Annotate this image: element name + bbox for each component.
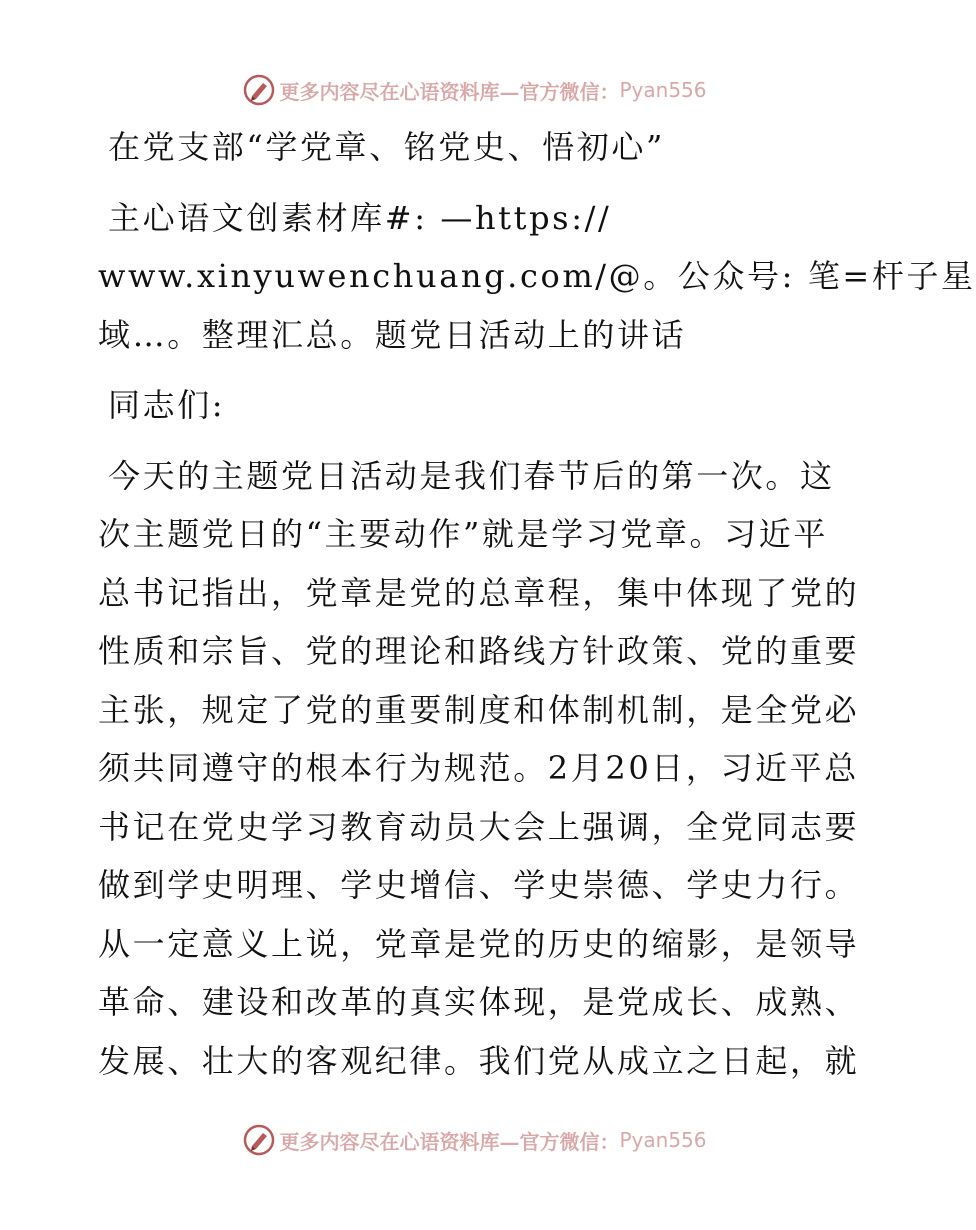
document-title: 在党支部“学党章、铭党史、悟初心” [108,128,665,166]
body-line: 须共同遵守的根本行为规范。2月20日，习近平总 [98,749,859,787]
banner-text: 更多内容尽在心语资料库—官方微信： [279,1129,620,1154]
body-line: 今天的主题党日活动是我们春节后的第一次。这 [108,456,835,495]
source-line-1: 主心语文创素材库#: —https:// [108,198,612,237]
header-watermark-banner [0,70,950,110]
source-line-2: www.xinyuwenchuang.com/@。公众号: 笔=杆子星 [98,257,976,295]
body-line: 从一定意义上说，党章是党的历史的缩影，是领导 [98,924,860,963]
banner-wechat-id: Pyan556 [619,78,707,102]
footer-watermark-banner [0,1120,950,1160]
body-line: 主张，规定了党的重要制度和体制机制，是全党必 [98,690,860,729]
body-line: 总书记指出，党章是党的总章程，集中体现了党的 [98,573,860,612]
banner-text: 更多内容尽在心语资料库—官方微信： [279,79,620,104]
body-line: 性质和宗旨、党的理论和路线方针政策、党的重要 [98,632,860,670]
pen-circle-icon [243,74,275,106]
pen-circle-icon [243,1124,275,1156]
body-line: 发展、壮大的客观纪律。我们党从成立之日起，就 [98,1041,860,1080]
body-line: 次主题党日的“主要动作”就是学习党章。习近平 [98,515,828,553]
body-line: 革命、建设和改革的真实体现，是党成长、成熟、 [98,983,860,1021]
banner-wechat-id: Pyan556 [619,1128,707,1152]
document-body [98,118,976,1090]
salutation: 同志们: [108,386,226,424]
body-line: 书记在党史学习教育动员大会上强调，全党同志要 [98,807,860,846]
source-line-3: 域…。整理汇总。题党日活动上的讲话 [98,315,687,354]
body-line: 做到学史明理、学史增信、学史崇德、学史力行。 [98,866,860,904]
